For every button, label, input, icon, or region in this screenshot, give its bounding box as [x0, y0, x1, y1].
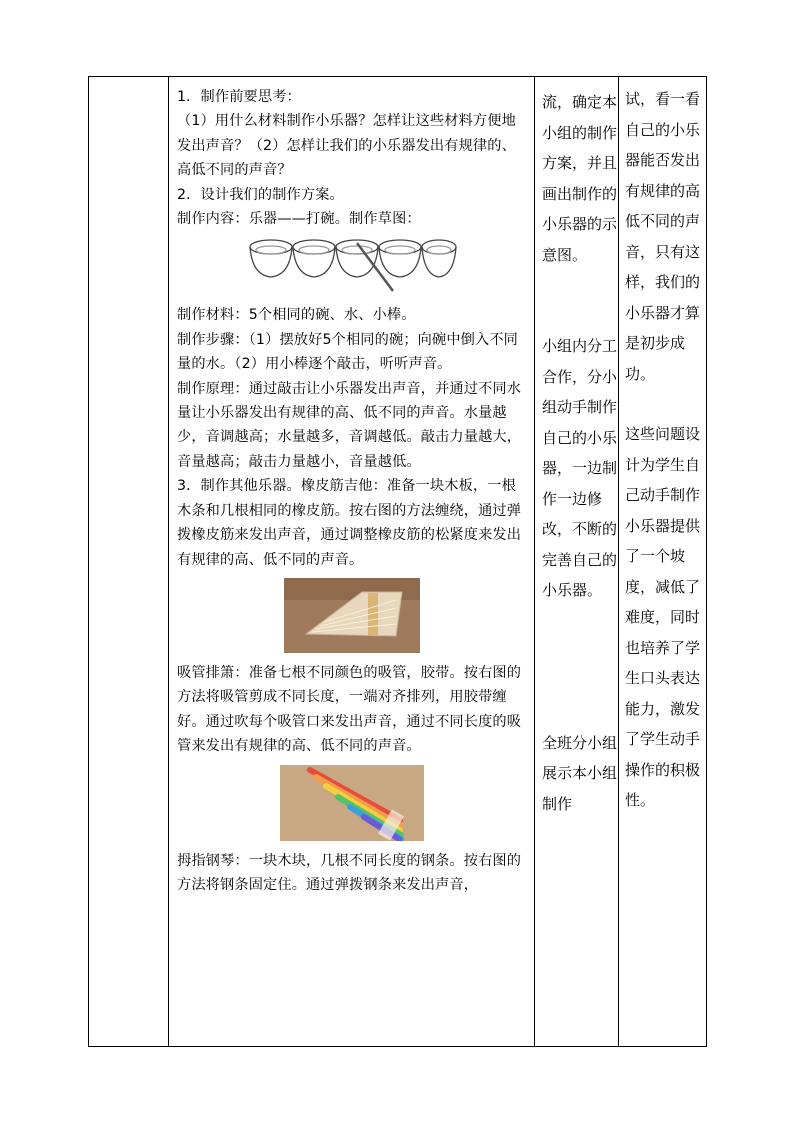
student-activity-show: 全班分小组展示本小组制作 [542, 733, 618, 813]
student-activity-make: 小组内分工合作，分小组动手制作自己的小乐器，一边制作一边修改，不断的完善自己的小乐器。 [542, 337, 618, 599]
straw-panpipe-text: 吸管排箫：准备七根不同颜色的吸管，胶带。按右图的方法将吸管剪成不同长度，一端对齐排列，用胶带缠好。通过吹每个吸管口来发出声音，通过不同长度的吸管来发出有规律的高、低不同的声音。 [177, 664, 522, 755]
design-intent-purpose: 这些问题设计为学生自己动手制作小乐器提供了一个坡度，减低了难度，同时也培养了学生口头表达能力，激发了学生动手操作的积极性。 [625, 425, 701, 809]
activity-content-column [169, 77, 535, 1046]
bowls-sketch-image [247, 235, 457, 297]
rubber-band-guitar-photo [284, 578, 420, 653]
rubber-band-guitar-text: 3．制作其他乐器。橡皮筋吉他：准备一块木板，一根木条和几根相同的橡皮筋。按右图的方法缠绕，通过弹拨橡皮筋来发出声音，通过调整橡皮筋的松紧度来发出有规律的高、低不同的声音。 [177, 478, 522, 568]
thumb-piano-text: 拇指钢琴：一块木块，几根不同长度的钢条。按右图的方法将钢条固定住。通过弹拨钢条来发出声音， [177, 852, 522, 893]
step-1-questions: （1）用什么材料制作小乐器？怎样让这些材料方便地发出声音？（2）怎样让我们的小乐器发出有规律的、高低不同的声音？ [177, 113, 516, 179]
empty-column [89, 77, 168, 1046]
design-intent-column [619, 77, 708, 1046]
materials-text: 制作材料：5个相同的碗、水、小棒。 [177, 307, 416, 324]
principle-text: 制作原理：通过敲击让小乐器发出声音，并通过不同水量让小乐器发出有规律的高、低不同的声音。水量越少，音调越高；水量越多，音调越低。敲击力量越大，音量越高；敲击力量越小，音量越低。 [177, 380, 522, 470]
content-sketch-label: 制作内容：乐器——打碗。制作草图： [177, 211, 421, 228]
straw-panpipe-photo [280, 765, 424, 841]
step-1-heading: 1．制作前要思考： [177, 89, 301, 105]
student-activity-plan: 流，确定本小组的制作方案，并且画出制作的小乐器的示意图。 [542, 93, 618, 264]
student-activity-column [535, 77, 619, 1046]
lesson-table [88, 76, 707, 1047]
design-intent-test: 试，看一看自己的小乐器能否发出有规律的高低不同的声音，只有这样，我们的小乐器才算是初步成功。 [625, 90, 701, 383]
step-2-heading: 2．设计我们的制作方案。 [177, 186, 344, 203]
steps-text: 制作步骤：（1）摆放好5个相同的碗；向碗中倒入不同量的水。（2）用小棒逐个敲击，听听声音。 [177, 331, 519, 373]
